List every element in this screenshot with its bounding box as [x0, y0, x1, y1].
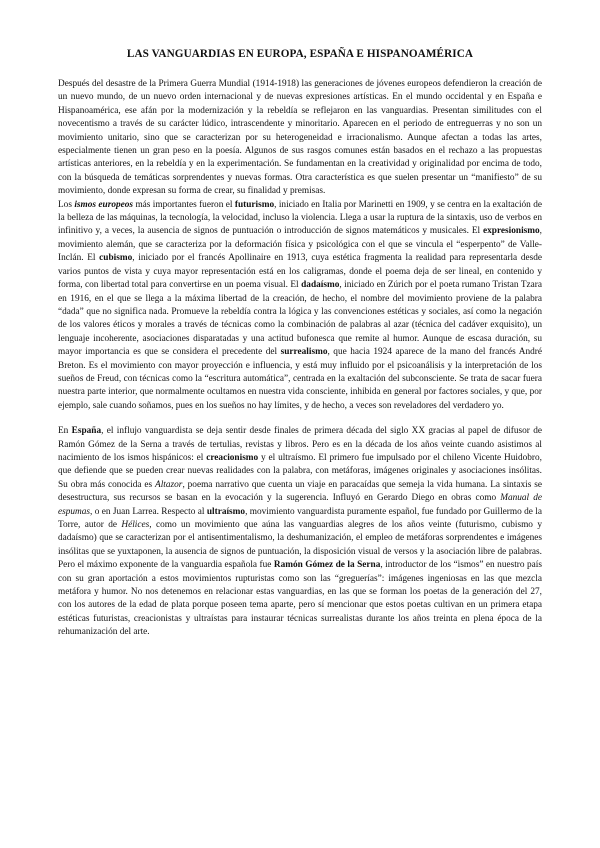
- text-segment: Manual de espumas: [58, 493, 542, 517]
- text-segment: Después del desastre de la Primera Guerra Mundial (1914-1918) las generaciones de jóvenes europeos defendieron la creación de un nuevo mundo, de un nuevo orden internacional y de nuevas expresiones artísticas. En el mundo occidental y en España e Hispanoamérica, ese afán por la modernización y la rebeldía se reflejaron en las vanguardias. Presentan similitudes con el novecentismo a través de su carácter lúdico, intrascendente y minoritario. Aparecen en el periodo de entreguerras y no son un movimiento unitario, sino que se caracterizan por su heterogeneidad e irracionalismo. Aunque afectan a todas las artes, especialmente tienen un gran peso en la poesía. Algunos de sus rasgos comunes están basados en el rechazo a las propuestas artísticas anteriores, en la rebeldía y en la experimentación. Se fundamentan en la creatividad y originalidad por encima de todo, con la búsqueda de temáticas sorprendentes y nuevas formas. Otra característica es que suelen presentar un “manifiesto” de su movimiento, donde expresan su forma de crear, su finalidad y premisas.: [58, 79, 542, 197]
- text-segment: , poema narrativo que cuenta un viaje en paracaídas que semeja la vida humana. La sintaxis se desestructura, sus recursos se basan en la evocación y la sugerencia. Influyó en Gerardo Diego en obras como: [58, 479, 542, 504]
- paragraph-intro: [58, 78, 542, 199]
- text-segment: Hélices: [121, 520, 150, 530]
- text-segment: más importantes fueron el: [133, 199, 235, 210]
- text-segment: España: [71, 426, 102, 437]
- text-segment: , movimiento vanguardista puramente español, fue fundado por Guillermo de la Torre, autor de: [58, 506, 542, 530]
- document-title: LAS VANGUARDIAS EN EUROPA, ESPAÑA E HISPANOAMÉRICA: [126, 48, 474, 60]
- text-segment: , o en Juan Larrea. Respecto al: [90, 506, 207, 517]
- text-segment: ultraísmo: [206, 506, 246, 517]
- text-segment: En: [58, 426, 72, 437]
- text-segment: surrealismo: [280, 347, 328, 358]
- text-segment: , iniciado por el francés Apollinaire en 1913, cuya estética fragmenta la realidad para representarla desde varios puntos de vista y cuya mayor representación está en los caligramas, donde el poema deja de ser lineal, en contenido y forma, con libertad total para convertirse en un poema visual. El: [58, 253, 542, 291]
- paragraph-spain: [58, 425, 542, 640]
- text-segment: , iniciado en Italia por Marinetti en 1909, y se centra en la exaltación de la belleza de las máquinas, la tecnología, la velocidad, incluso la violencia. Llega a usar la ruptura de la sintaxis, uso de verbos en infinitivo y, a veces, la ausencia de signos de puntuación o introducción de signos matemáticos y musicales. El: [58, 199, 542, 237]
- text-segment: cubismo: [99, 253, 133, 264]
- text-segment: y el ultraísmo. El primero fue impulsado por el chileno Vicente Huidobro, que defiende que se pueden crear nuevas realidades con la palabra, con metáforas, imágenes originales y asociaciones insólitas. Su obra más conocida es: [58, 452, 542, 490]
- text-segment: expresionismo: [483, 226, 540, 237]
- text-segment: futurismo: [234, 199, 275, 210]
- text-segment: , iniciado en Zúrich por el poeta rumano Tristan Tzara en 1916, en el que se llega a la máxima libertad de la creación, de hecho, el nombre del movimiento proviene de la palabra “dada” que no significa nada. Promueve la rebeldía contra la lógica y las convenciones estéticas y sociales, así como la negación de los valores éticos y morales a través de técnicas como la combinación de palabras al azar (técnica del cadáver exquisito), un lenguaje incoherente, asociaciones disparatadas y una actitud bufonesca que remite al humor. Aunque de escasa duración, su mayor importancia es que se considera el precedente del: [58, 280, 542, 358]
- text-segment: , introductor de los “ismos” en nuestro país con su gran aportación a estos movimientos rupturistas como son las “greguerías”: imágenes ingeniosas en las que mezcla metáfora y humor. No nos detenemos en relacionar estas vanguardias, en las que se forman los poetas de la generación del 27, con los autores de la edad de plata porque poseen tema aparte, pero sí mencionar que estos poetas cultivan en un primera etapa estéticas futuristas, creacionistas y ultraístas para instaurar técnicas surrealistas durante los años treinta en plena época de la rehumanización del arte.: [58, 560, 542, 638]
- paragraph-european-isms: [58, 199, 542, 414]
- text-segment: , el influjo vanguardista se deja sentir desde finales de primera década del siglo XX gracias al papel de difusor de Ramón Gómez de la Serna a través de tertulias, revistas y libros. Pero es en la década de los años veinte cuando asistimos al nacimiento de los ismos hispánicos: el: [58, 426, 542, 463]
- text-segment: Altazor: [155, 479, 183, 490]
- text-segment: , que hacia 1924 aparece de la mano del francés André Breton. Es el movimiento con mayor proyección e influencia, y está muy influido por el psicoanálisis y la interpretación de los sueños de Freud, con técnicas como la “escritura automática”, centrada en la exaltación del subconsciente. Se trata de sacar fuera nuestra parte interior, que normalmente ocultamos en nuestra vida consciente, inhibida en general por factores sociales, y que, por ejemplo, sale cuando soñamos, pues en los sueños no hay límites, y de hecho, a veces son reveladores del verdadero yo.: [58, 347, 542, 411]
- paragraph-gap: [58, 413, 542, 425]
- text-segment: , como un movimiento que aúna las vanguardias alegres de los años veinte (futurismo, cubismo y dadaísmo) que se caracterizan por el antisentimentalismo, la deshumanización, el empleo de metáforas sorprendentes e imágenes insólitas que se yuxtaponen, la ausencia de signos de puntuación, la disposición visual de versos y la asociación libre de palabras. Pero el máximo exponente de la vanguardia española fue: [58, 520, 542, 571]
- text-segment: ismos europeos: [74, 199, 134, 210]
- text-segment: Ramón Gómez de la Serna: [273, 560, 381, 571]
- text-segment: dadaísmo: [301, 280, 340, 291]
- text-segment: , movimiento alemán, que se caracteriza por la deformación física y psicológica con el que se vincula el “esperpento” de Valle-Inclán. El: [58, 226, 542, 264]
- text-segment: Los: [58, 199, 75, 210]
- text-segment: creacionismo: [206, 452, 259, 463]
